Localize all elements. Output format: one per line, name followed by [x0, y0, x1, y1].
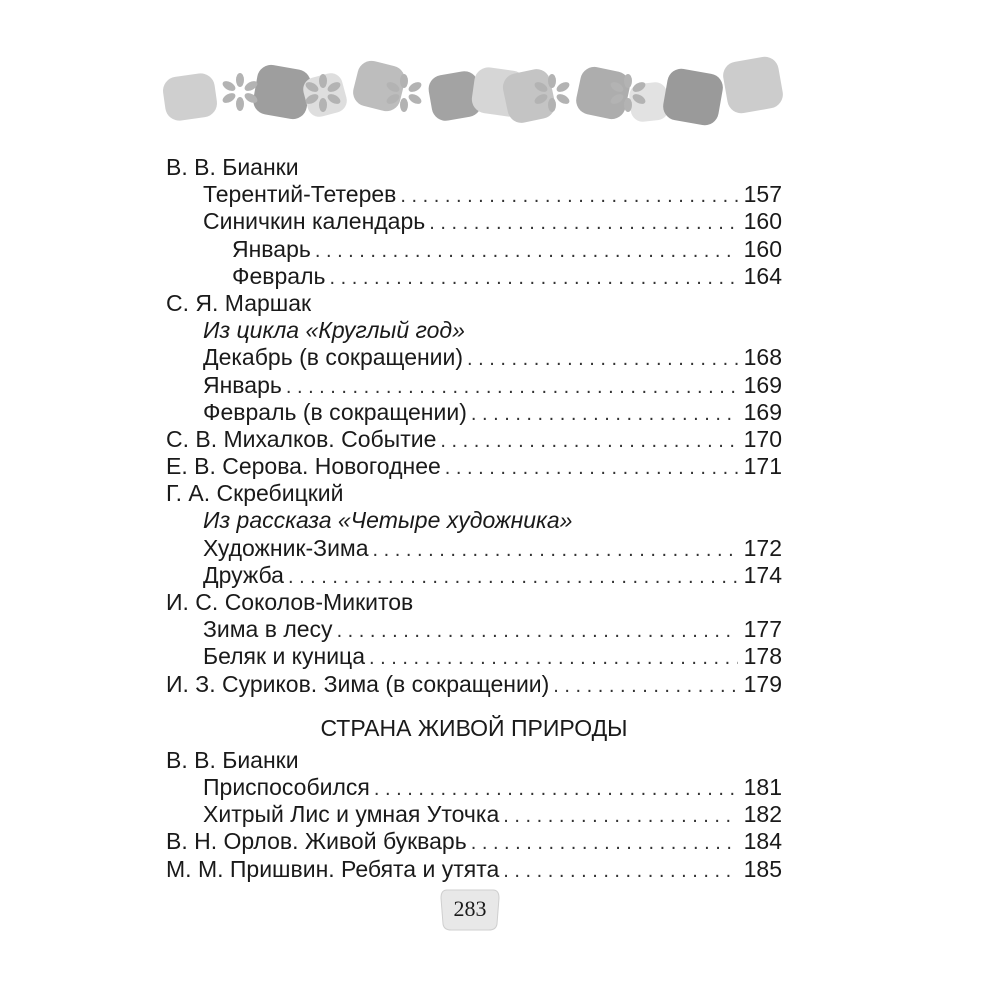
- toc-page-number: 164: [743, 262, 782, 289]
- toc-entry: [166, 372, 782, 399]
- page-number-badge: [439, 888, 501, 932]
- dot-leader: [337, 618, 738, 643]
- toc-page-number: 168: [743, 344, 782, 371]
- dot-leader: [471, 830, 738, 855]
- toc-page-number: 157: [743, 181, 782, 208]
- toc-title: Январь: [232, 235, 311, 262]
- dot-leader: [445, 455, 738, 480]
- dot-leader: [553, 673, 738, 698]
- toc-entry: [166, 562, 782, 589]
- dot-leader: [286, 374, 738, 399]
- toc-entry: [166, 317, 782, 344]
- toc-entry: [166, 236, 782, 263]
- toc-page-number: 172: [743, 534, 782, 561]
- toc-title: Приспособился: [203, 773, 370, 800]
- toc-page-number: 171: [743, 453, 782, 480]
- toc-title: Зима в лесу: [203, 616, 333, 643]
- toc-page-number: 184: [743, 828, 782, 855]
- toc-title: Декабрь (в сокращении): [203, 344, 464, 371]
- toc-page-number: 169: [743, 371, 782, 398]
- section-title: СТРАНА ЖИВОЙ ПРИРОДЫ: [320, 714, 628, 741]
- toc-entry: [166, 671, 782, 698]
- toc-author: М. М. Пришвин. Ребята и утята: [166, 855, 500, 882]
- toc-entry: [166, 263, 782, 290]
- dot-leader: [369, 645, 738, 670]
- toc-title: Январь: [203, 371, 282, 398]
- toc-page-number: 174: [743, 561, 782, 588]
- toc-title: Февраль (в сокращении): [203, 398, 467, 425]
- dot-leader: [400, 183, 738, 208]
- toc-page-number: 181: [743, 773, 782, 800]
- page-number: 283: [453, 896, 487, 921]
- toc-page-number: 185: [743, 855, 782, 882]
- toc-entry: [166, 507, 782, 534]
- dot-leader: [373, 537, 738, 562]
- toc-entry: [166, 208, 782, 235]
- dot-leader: [315, 238, 738, 263]
- toc-author: В. В. Бианки: [166, 154, 299, 180]
- toc-entry: [166, 344, 782, 371]
- toc-page-number: 160: [743, 208, 782, 235]
- toc-page-number: 179: [743, 670, 782, 697]
- dot-leader: [503, 803, 738, 828]
- toc-page-number: 182: [743, 801, 782, 828]
- toc-entry: [166, 154, 782, 181]
- toc-page-number: 170: [743, 425, 782, 452]
- dot-leader: [440, 428, 738, 453]
- toc-title: Художник-Зима: [203, 534, 369, 561]
- dot-leader: [329, 265, 738, 290]
- dot-leader: [374, 776, 738, 801]
- table-of-contents: [166, 154, 782, 883]
- toc-subheading: Из цикла «Круглый год»: [203, 317, 465, 344]
- toc-author: В. Н. Орлов. Живой букварь: [166, 828, 467, 855]
- toc-entry: [166, 290, 782, 317]
- toc-entry: [166, 801, 782, 828]
- toc-entry: [166, 828, 782, 855]
- toc-author: И. З. Суриков. Зима (в сокращении): [166, 670, 550, 697]
- toc-subheading: Из рассказа «Четыре художника»: [203, 507, 573, 534]
- toc-author: С. В. Михалков. Событие: [166, 425, 437, 452]
- toc-entry: [166, 426, 782, 453]
- toc-page-number: 160: [743, 235, 782, 262]
- toc-page-number: 177: [743, 616, 782, 643]
- toc-entry: [166, 856, 782, 883]
- toc-title: Дружба: [203, 561, 284, 588]
- toc-author: В. В. Бианки: [166, 746, 299, 773]
- toc-title: Синичкин календарь: [203, 208, 426, 235]
- toc-author: С. Я. Маршак: [166, 289, 312, 316]
- dot-leader: [503, 858, 738, 883]
- toc-author: И. С. Соколов-Микитов: [166, 589, 414, 615]
- dot-leader: [467, 346, 738, 371]
- section-heading: [166, 715, 782, 743]
- toc-entry: [166, 535, 782, 562]
- toc-entry: [166, 181, 782, 208]
- toc-title: Терентий-Тетерев: [203, 181, 397, 208]
- toc-page-number: 169: [743, 398, 782, 425]
- toc-entry: [166, 643, 782, 670]
- toc-entry: [166, 774, 782, 801]
- dot-leader: [429, 210, 738, 235]
- toc-entry: [166, 453, 782, 480]
- rounded-square-icon: [161, 55, 785, 127]
- dot-leader: [471, 401, 738, 426]
- decorative-ornament-band: [160, 55, 785, 135]
- toc-author: Г. А. Скребицкий: [166, 480, 344, 507]
- toc-entry: [166, 399, 782, 426]
- toc-title: Февраль: [232, 262, 326, 289]
- toc-page-number: 178: [743, 643, 782, 670]
- toc-entry: [166, 616, 782, 643]
- toc-entry: [166, 589, 782, 616]
- toc-entry: [166, 747, 782, 774]
- toc-title: Хитрый Лис и умная Уточка: [203, 801, 500, 828]
- dot-leader: [288, 564, 738, 589]
- toc-entry: [166, 480, 782, 507]
- toc-title: Беляк и куница: [203, 643, 366, 670]
- toc-author: Е. В. Серова. Новогоднее: [166, 453, 441, 480]
